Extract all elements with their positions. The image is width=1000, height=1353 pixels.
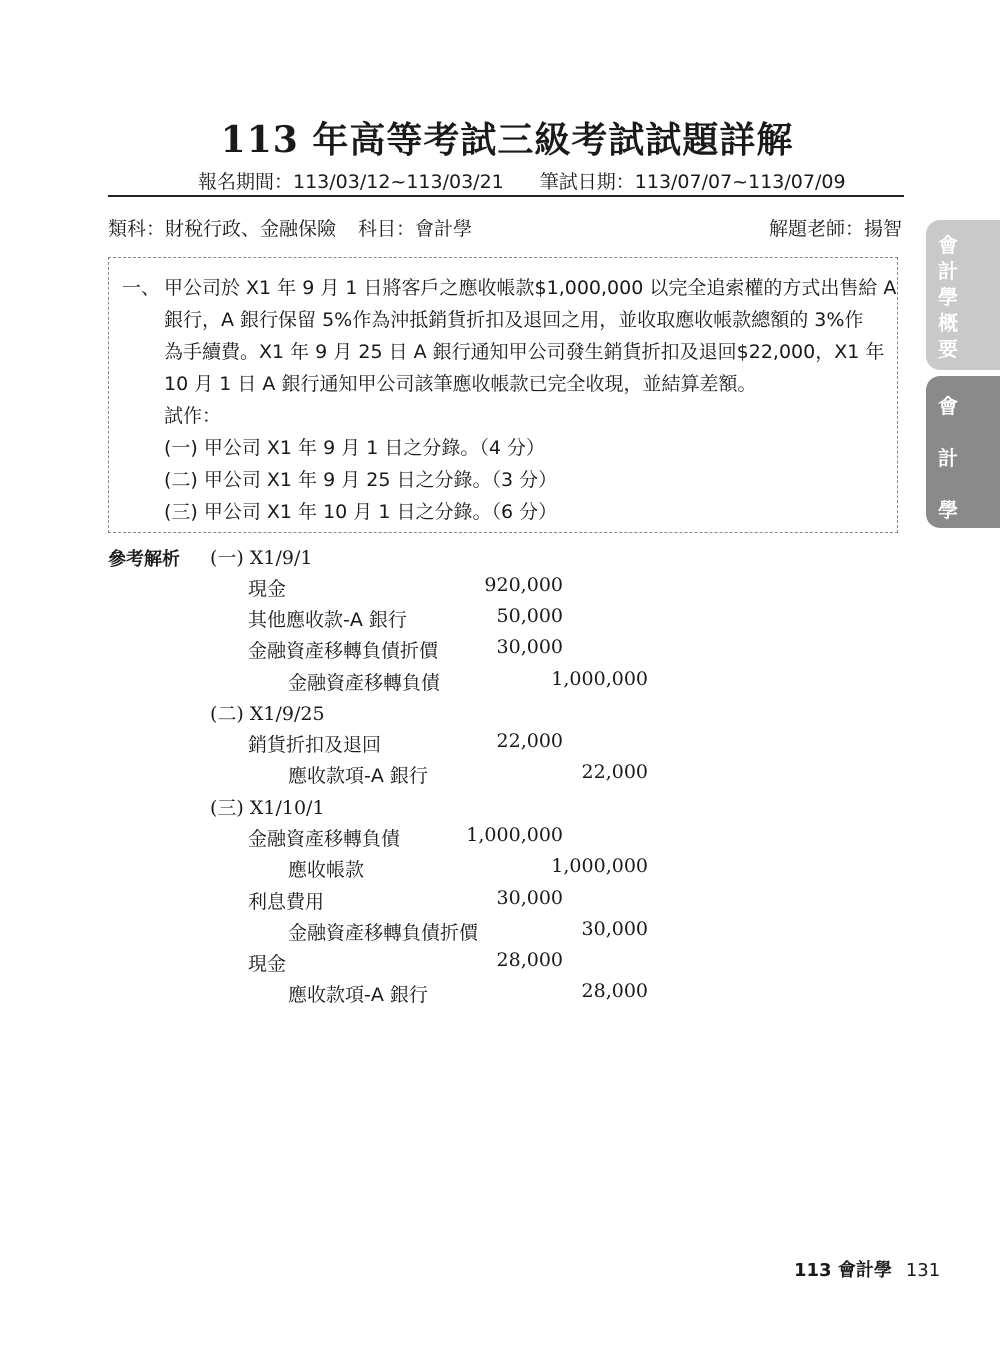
entry-account: 金融資產移轉負債折價 [248,640,439,662]
section-heading: (三) X1/10/1 [210,797,325,819]
section-heading: (二) X1/9/25 [210,703,325,725]
side-tab-accounting-overview[interactable] [926,220,1000,370]
question-number: 一、 [122,277,161,299]
entry-debit: 920,000 [484,574,563,596]
entry-credit: 1,000,000 [551,668,648,690]
entry-account: 應收款項-A 銀行 [288,765,428,787]
entry-account: 金融資產移轉負債折價 [288,922,479,944]
entry-account: 現金 [248,578,287,600]
question-line: 銀行，A 銀行保留 5%作為沖抵銷貨折扣及退回之用，並收取應收帳款總額的 3%作 [164,309,864,331]
teacher-label: 解題老師：揚智 [768,218,902,240]
entry-debit: 1,000,000 [466,824,563,846]
question-line: (一) 甲公司 X1 年 9 月 1 日之分錄。（4 分） [164,437,546,459]
registration-period: 報名期間：113/03/12~113/03/21 [198,171,504,193]
entry-debit: 50,000 [496,605,563,627]
tab1-char: 計 [938,259,958,283]
entry-debit: 22,000 [496,730,563,752]
entry-account: 利息費用 [248,891,325,913]
entry-account: 應收款項-A 銀行 [288,984,428,1006]
tab2-char: 學 [938,498,958,522]
subject-label: 科目：會計學 [358,218,473,240]
entry-credit: 30,000 [581,918,648,940]
page-number: 131 [905,1260,941,1281]
entry-account: 金融資產移轉負債 [288,672,441,694]
entry-account: 銷貨折扣及退回 [248,734,382,756]
entry-account: 其他應收款-A 銀行 [248,609,407,631]
section-heading: (一) X1/9/1 [210,547,313,569]
exam-date: 筆試日期：113/07/07~113/07/09 [539,171,846,193]
answer-label: 參考解析 [108,549,180,570]
tab1-char: 要 [938,337,958,361]
entry-credit: 1,000,000 [551,855,648,877]
page-title: 113 年高等考試三級考試試題詳解 [220,119,794,161]
tab1-char: 概 [938,311,958,335]
entry-debit: 30,000 [496,887,563,909]
entry-account: 金融資產移轉負債 [248,828,401,850]
question-line: (二) 甲公司 X1 年 9 月 25 日之分錄。（3 分） [164,469,558,491]
tab1-char: 會 [938,233,958,257]
entry-account: 應收帳款 [288,859,365,881]
question-line: 試作： [164,405,222,427]
question-line: 10 月 1 日 A 銀行通知甲公司該筆應收帳款已完全收現，並結算差額。 [164,373,757,395]
question-line: 甲公司於 X1 年 9 月 1 日將客戶之應收帳款$1,000,000 以完全追索權的方式出售給 A [164,277,897,299]
question-line: (三) 甲公司 X1 年 10 月 1 日之分錄。（6 分） [164,501,558,523]
entry-credit: 22,000 [581,761,648,783]
header-divider [108,195,904,197]
page-footer [794,1256,940,1282]
side-tab-accounting[interactable] [926,376,1000,528]
category-label: 類科：財稅行政、金融保險 [108,218,337,240]
exam-meta [108,214,472,241]
tab2-char: 計 [938,446,958,470]
entry-credit: 28,000 [581,980,648,1002]
footer-subject: 113 會計學 [794,1260,892,1281]
entry-debit: 30,000 [496,636,563,658]
tab1-char: 學 [938,285,958,309]
tab2-char: 會 [938,394,958,418]
exam-dates [198,167,846,194]
entry-account: 現金 [248,953,287,975]
entry-debit: 28,000 [496,949,563,971]
question-line: 為手續費。X1 年 9 月 25 日 A 銀行通知甲公司發生銷貨折扣及退回$22,000，X1 年 [164,341,885,363]
